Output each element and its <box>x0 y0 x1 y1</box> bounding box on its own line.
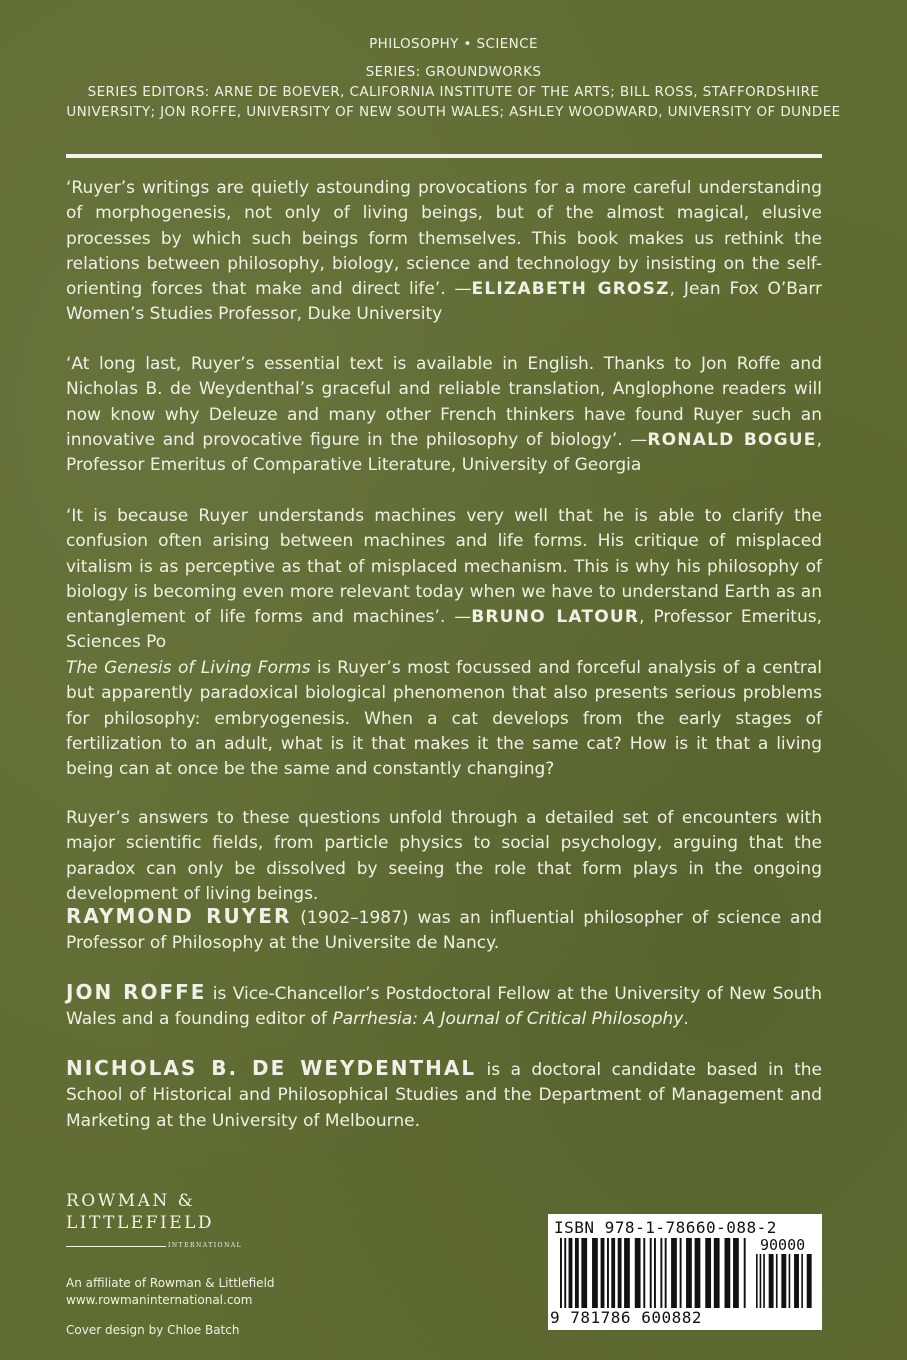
bio-text: (1902–1987) was an influential philosopher of science and Professor of Philosophy at the Universite de Nancy. <box>66 908 822 954</box>
blurb-quote: ‘It is because Ruyer understands machines very well that he is able to clarify the confusion often arising between machines and life forms. His critique of misplaced vitalism is as perceptive as that of misplaced mechanism. This is why his philosophy of biology is becoming even more relevant today when we have to understand Earth as an entanglement of life forms and machines’. <box>66 506 822 628</box>
subjects-line: PHILOSOPHY • SCIENCE <box>369 36 538 52</box>
publisher-affiliate: An affiliate of Rowman & Littlefield www.rowmaninternational.com <box>66 1275 326 1309</box>
book-title: The Genesis of Living Forms <box>66 658 311 678</box>
blurb-affiliation: , Professor Emeritus, Sciences Po <box>66 607 823 653</box>
description-text: is Ruyer’s most focussed and forceful analysis of a central but apparently paradoxical biological phenomenon that also presents serious problems for philosophy: embryogenesis. When a cat develops from the early stages of fertilization to an adult, what is it that makes it the same cat? How is it that a living being can at once be the same and constantly changing? <box>66 658 822 780</box>
description-paragraph-1 <box>66 656 822 782</box>
supplement-bars <box>756 1254 814 1308</box>
header-divider <box>66 154 822 158</box>
blurb-latour <box>66 504 822 656</box>
isbn-barcode <box>548 1214 822 1330</box>
bio-roffe: JON ROFFE is Vice-Chancellor’s Postdoctoral Fellow at the University of New South Wales and a founding editor of Parrhesia: A Journal of Critical Philosophy. <box>66 980 822 1030</box>
series-line: SERIES: GROUNDWORKS <box>365 64 542 80</box>
editors-line-1: SERIES EDITORS: ARNE DE BOEVER, CALIFORNIA INSTITUTE OF THE ARTS; BILL ROSS, STAFFORDSHIRE <box>87 84 820 100</box>
blurb-affiliation: , Professor Emeritus of Comparative Literature, University of Georgia <box>66 429 823 476</box>
blurb-dash: — <box>454 279 472 300</box>
bio-name: NICHOLAS B. DE WEYDENTHAL <box>66 1056 477 1080</box>
price-code: 90000 <box>760 1236 806 1254</box>
blurb-affiliation: , Jean Fox O’Barr Women’s Studies Professor, Duke University <box>66 279 822 325</box>
ean-digits: 9 781786 600882 <box>550 1308 702 1327</box>
blurb-author: ELIZABETH GROSZ <box>471 279 670 300</box>
blurb-dash: — <box>630 429 648 450</box>
blurb-dash: — <box>454 607 472 628</box>
blurb-quote: ‘At long last, Ruyer’s essential text is available in English. Thanks to Jon Roffe and Nicholas B. de Weydenthal’s graceful and reliable translation, Anglophone readers will now know why Deleuze and many other French thinkers have found Ruyer such an innovative and provocative figure in the philosophy of biology’. <box>66 354 822 450</box>
publisher-website: www.rowmaninternational.com <box>66 1292 253 1307</box>
blurb-grosz <box>66 176 822 328</box>
blurb-author: BRUNO LATOUR <box>471 607 640 628</box>
bio-name: JON ROFFE <box>66 980 207 1004</box>
bio-text: is Vice-Chancellor’s Postdoctoral Fellow at the University of New South Wales and a founding editor of <box>66 984 822 1030</box>
description-text: Ruyer’s answers to these questions unfold through a detailed set of encounters with major scientific fields, from particle physics to social psychology, arguing that the paradox can only be dissolved by seeing the role that form plays in the ongoing development of living beings. <box>66 808 822 904</box>
publisher-logo: ROWMAN & LITTLEFIELD INTERNATIONAL <box>66 1191 243 1249</box>
blurb-author: RONALD BOGUE <box>647 429 817 450</box>
series-header <box>0 34 907 122</box>
bio-text: is a doctoral candidate based in the School of Historical and Philosophical Studies and the Department of Management and Marketing at the University of Melbourne. <box>66 1060 822 1131</box>
blurb-bogue <box>66 352 822 478</box>
bio-name: RAYMOND RUYER <box>66 904 292 928</box>
description-paragraph-2 <box>66 806 822 907</box>
publisher-block <box>66 1190 326 1337</box>
bio-ruyer <box>66 904 822 957</box>
editors-line-2: UNIVERSITY; JON ROFFE, UNIVERSITY OF NEW SOUTH WALES; ASHLEY WOODWARD, UNIVERSITY OF DUNDEE <box>66 104 841 120</box>
ean-bars <box>560 1238 748 1308</box>
blurb-quote: ‘Ruyer’s writings are quietly astounding provocations for a more careful understanding of morphogenesis, not only of living beings, but of the almost magical, elusive processes by which such beings form themselves. This book makes us rethink the relations between philosophy, biology, science and technology by insisting on the self-orienting forces that make and direct life’. <box>66 178 822 300</box>
journal-title: Parrhesia: A Journal of Critical Philosophy <box>332 1009 684 1030</box>
isbn-label: ISBN 978-1-78660-088-2 <box>554 1218 777 1237</box>
cover-credit: Cover design by Chloe Batch <box>66 1322 240 1337</box>
bio-weydenthal <box>66 1056 822 1134</box>
